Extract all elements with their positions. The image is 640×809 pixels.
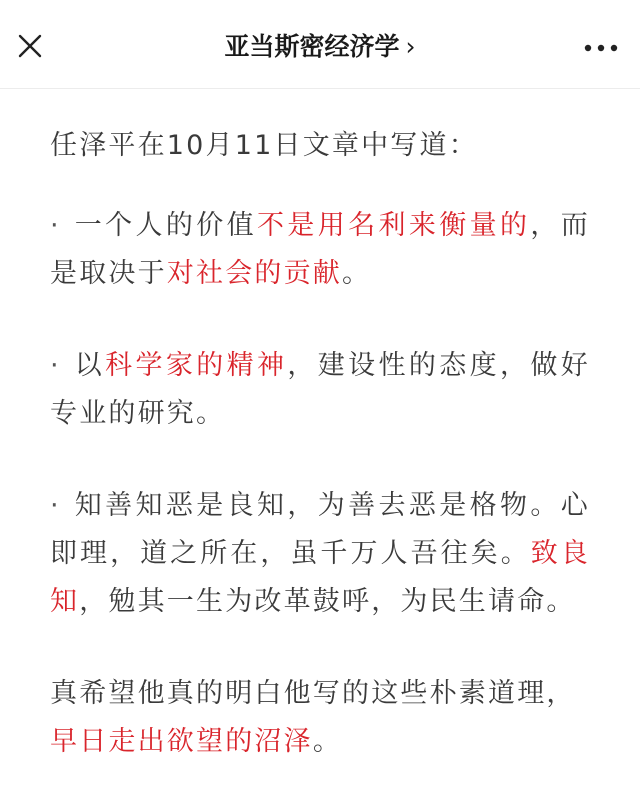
account-name: 亚当斯密经济学 bbox=[224, 32, 400, 61]
bullet-dot: · bbox=[50, 490, 61, 521]
bullet-paragraph-3 bbox=[50, 482, 590, 626]
p2-text-a: 以 bbox=[74, 350, 106, 381]
p4-highlight: 早日走出欲望的沼泽 bbox=[50, 726, 313, 757]
bullet-paragraph-1 bbox=[50, 202, 590, 298]
intro-paragraph bbox=[50, 122, 590, 170]
chevron-right-icon: › bbox=[405, 32, 416, 61]
p1-text-e: 。 bbox=[342, 258, 372, 289]
p1-highlight-1: 不是用名利来衡量的 bbox=[257, 210, 531, 241]
bullet-dot: · bbox=[50, 210, 61, 241]
bullet-dot: · bbox=[50, 350, 61, 381]
top-navigation-bar bbox=[0, 0, 640, 89]
account-title-button[interactable] bbox=[0, 30, 640, 64]
article-body bbox=[0, 89, 640, 766]
p3-text-c: ，勉其一生为改革鼓呼，为民生请命。 bbox=[79, 586, 576, 617]
p1-highlight-2: 对社会的贡献 bbox=[166, 258, 343, 289]
closing-paragraph bbox=[50, 670, 590, 766]
p3-text-a: 知善知恶是良知，为善去恶是格物。心即理，道之所在，虽千万人吾往矣。 bbox=[50, 490, 590, 569]
more-dots-icon[interactable] bbox=[584, 44, 618, 52]
p2-highlight: 科学家的精神 bbox=[105, 350, 288, 381]
bullet-paragraph-2 bbox=[50, 342, 590, 438]
p1-text-a: 一个人的价值 bbox=[74, 210, 258, 241]
p4-text-c: 。 bbox=[312, 726, 343, 757]
p3-highlight: 致良知 bbox=[50, 538, 590, 617]
p1-text-c: ，而是取决于 bbox=[50, 210, 590, 289]
p2-text-c: ，建设性的态度，做好专业的研究。 bbox=[50, 350, 591, 429]
p4-text-a: 真希望他真的明白他写的这些朴素道理， bbox=[50, 678, 576, 709]
intro-text: 任泽平在10月11日文章中写道： bbox=[50, 130, 478, 161]
